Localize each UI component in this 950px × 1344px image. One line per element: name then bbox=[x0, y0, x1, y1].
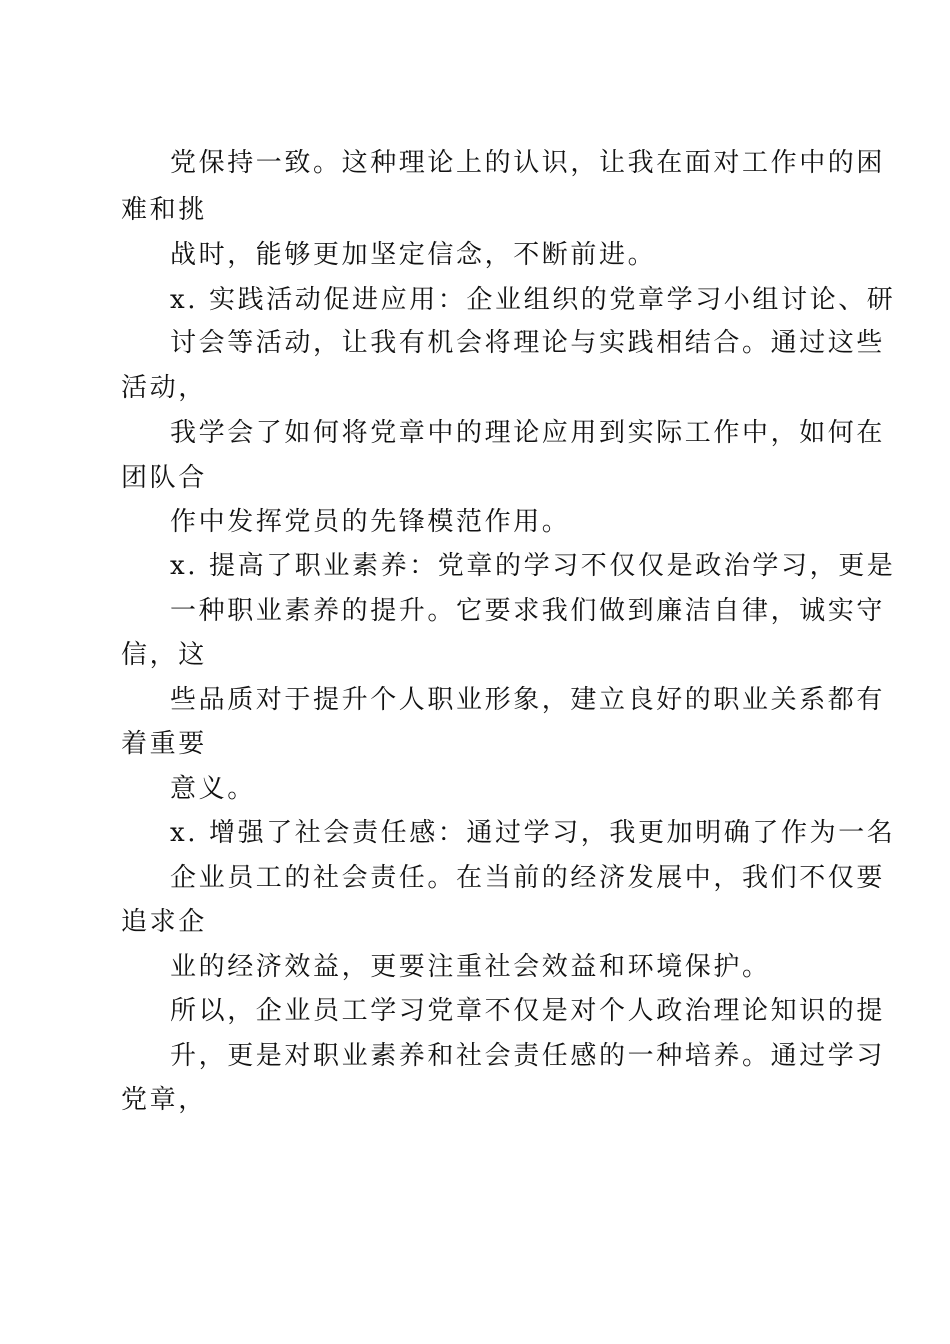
text-line: 党章， bbox=[121, 1085, 207, 1115]
text-line: 追求企 bbox=[121, 907, 207, 937]
text-line: 些品质对于提升个人职业形象，建立良好的职业关系都有 bbox=[170, 685, 886, 715]
text-line: 团队合 bbox=[121, 463, 207, 493]
text-line: x. 实践活动促进应用：企业组织的党章学习小组讨论、研 bbox=[170, 285, 896, 315]
text-line: 作中发挥党员的先锋模范作用。 bbox=[170, 507, 571, 537]
text-line: 党保持一致。这种理论上的认识，让我在面对工作中的困 bbox=[170, 148, 886, 178]
text-line: 升，更是对职业素养和社会责任感的一种培养。通过学习 bbox=[170, 1041, 886, 1071]
text-line: 所以，企业员工学习党章不仅是对个人政治理论知识的提 bbox=[170, 996, 886, 1026]
text-line: x. 提高了职业素养：党章的学习不仅仅是政治学习，更是 bbox=[170, 551, 896, 581]
text-line: 活动， bbox=[121, 373, 207, 403]
text-line: 我学会了如何将党章中的理论应用到实际工作中，如何在 bbox=[170, 418, 886, 448]
text-line: 企业员工的社会责任。在当前的经济发展中，我们不仅要 bbox=[170, 863, 886, 893]
text-line: 意义。 bbox=[170, 774, 256, 804]
text-line: 讨会等活动，让我有机会将理论与实践相结合。通过这些 bbox=[170, 328, 886, 358]
text-line: x. 增强了社会责任感：通过学习，我更加明确了作为一名 bbox=[170, 818, 896, 848]
text-line: 业的经济效益，更要注重社会效益和环境保护。 bbox=[170, 952, 771, 982]
text-line: 战时，能够更加坚定信念，不断前进。 bbox=[170, 240, 657, 270]
text-line: 难和挑 bbox=[121, 195, 207, 225]
text-line: 着重要 bbox=[121, 729, 207, 759]
text-line: 一种职业素养的提升。它要求我们做到廉洁自律，诚实守 bbox=[170, 596, 886, 626]
text-line: 信，这 bbox=[121, 640, 207, 670]
